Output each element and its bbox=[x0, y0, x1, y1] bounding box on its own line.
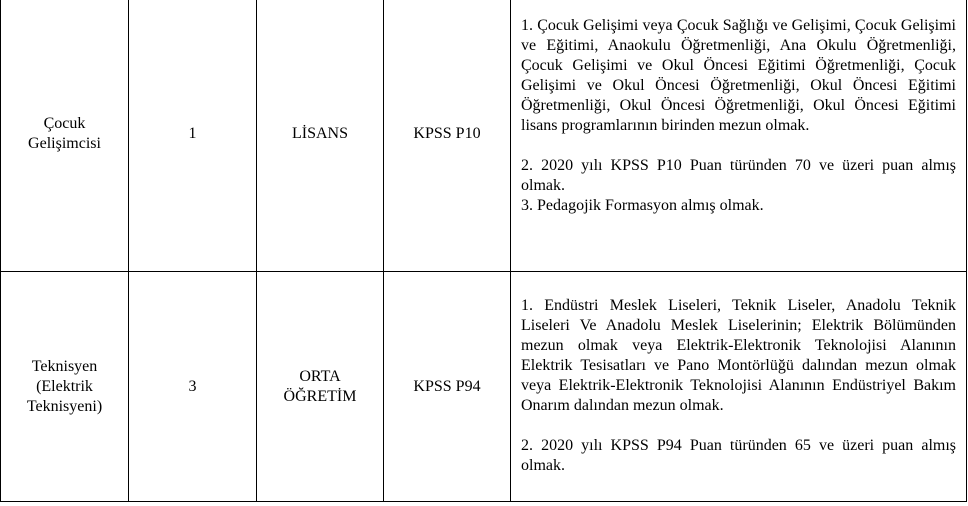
education-level-line: ORTA bbox=[299, 367, 341, 385]
count-cell bbox=[129, 0, 257, 272]
requirement-item: 3. Pedagojik Formasyon almış olmak. bbox=[521, 197, 764, 214]
education-cell bbox=[257, 0, 384, 272]
position-count: 1 bbox=[188, 125, 197, 142]
table-row bbox=[1, 272, 967, 502]
position-name-line: (Elektrik bbox=[36, 377, 93, 395]
score-type-cell bbox=[384, 272, 511, 502]
count-cell bbox=[129, 272, 257, 502]
score-type: KPSS P94 bbox=[413, 377, 481, 395]
requirement-item: 2. 2020 yılı KPSS P10 Puan türünden 70 ve üzeri puan almış olmak. bbox=[521, 157, 956, 194]
score-type: KPSS P10 bbox=[413, 125, 481, 142]
education-cell bbox=[257, 272, 384, 502]
requirement-item: 1. Endüstri Meslek Liseleri, Teknik Liseler, Anadolu Teknik Liseleri Ve Anadolu Meslek Liselerinin; Elektrik Bölümünden mezun olmak veya Elektrik-Elektronik Teknolojisi Alanının Elektrik Tesisatları ve Pano Montörlüğü dalından mezun olmak veya Elektrik-Elektronik Teknolojisi Alanının Endüstriyel Bakım Onarım dalından mezun olmak. bbox=[521, 297, 956, 414]
position-cell bbox=[1, 0, 129, 272]
requirements-cell bbox=[511, 0, 967, 272]
position-name-line: Teknisyeni) bbox=[26, 397, 103, 415]
position-name: Çocuk Gelişimcisi bbox=[28, 115, 101, 152]
position-name-line: Teknisyen bbox=[31, 357, 98, 375]
position-cell bbox=[1, 272, 129, 502]
education-level-line: ÖĞRETİM bbox=[283, 387, 357, 405]
score-type-cell bbox=[384, 0, 511, 272]
requirement-item: 2. 2020 yılı KPSS P94 Puan türünden 65 ve üzeri puan almış olmak. bbox=[521, 437, 956, 474]
table-row bbox=[1, 0, 967, 272]
requirement-item: 1. Çocuk Gelişimi veya Çocuk Sağlığı ve Gelişimi, Çocuk Gelişimi ve Eğitimi, Anaokulu Öğretmenliği, Ana Okulu Öğretmenliği, Çocuk Gelişimi ve Okul Öncesi Eğitimi Öğretmenliği, Çocuk Gelişimi ve Okul Öncesi Öğretmenliği, Okul Öncesi Eğitimi Öğretmenliği, Okul Öncesi Öğretmenliği, Okul Öncesi Eğitimi lisans programlarının birinden mezun olmak. bbox=[521, 17, 956, 134]
education-level: LİSANS bbox=[291, 125, 348, 142]
requirements-cell bbox=[511, 272, 967, 502]
position-count: 3 bbox=[188, 377, 197, 395]
